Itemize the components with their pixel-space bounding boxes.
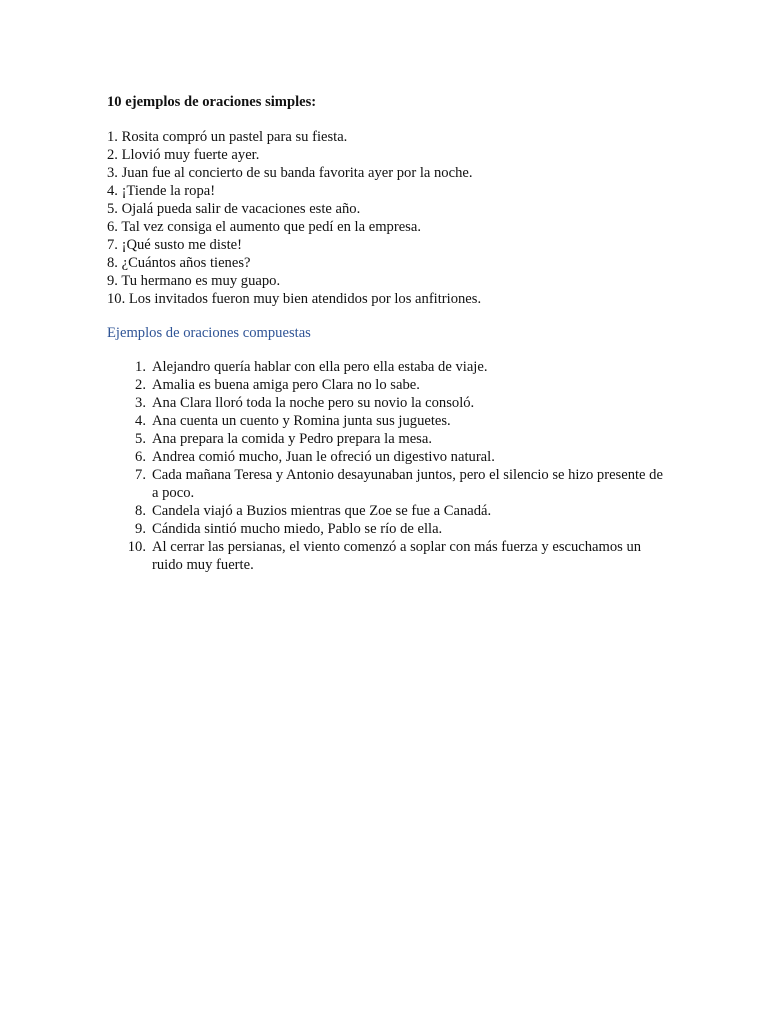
- list-number: 6.: [135, 449, 146, 465]
- simple-example-8: 8. ¿Cuántos años tienes?: [107, 255, 251, 271]
- list-text: Ana prepara la comida y Pedro prepara la mesa.: [152, 431, 432, 447]
- simple-example-9: 9. Tu hermano es muy guapo.: [107, 273, 281, 289]
- list-number: 9.: [135, 521, 146, 537]
- list-number: 8.: [135, 503, 146, 519]
- simple-example-2: 2. Llovió muy fuerte ayer.: [107, 147, 260, 163]
- simple-examples-list: [107, 128, 707, 308]
- list-number: 10.: [127, 539, 146, 555]
- list-number: 1.: [135, 359, 146, 375]
- list-number: 7.: [135, 467, 146, 483]
- compound-example-8: [107, 502, 667, 520]
- list-text: Alejandro quería hablar con ella pero ella estaba de viaje.: [152, 359, 488, 375]
- list-text: Candela viajó a Buzios mientras que Zoe se fue a Canadá.: [152, 503, 492, 519]
- compound-examples-list: [107, 358, 667, 574]
- list-text: Amalia es buena amiga pero Clara no lo sabe.: [152, 377, 420, 393]
- list-text: Cándida sintió mucho miedo, Pablo se río de ella.: [152, 521, 443, 537]
- compound-example-3: [107, 394, 667, 412]
- list-number: 4.: [135, 413, 146, 429]
- simple-example-4: 4. ¡Tiende la ropa!: [107, 183, 216, 199]
- list-text: Andrea comió mucho, Juan le ofreció un digestivo natural.: [152, 449, 495, 465]
- simple-example-10: 10. Los invitados fueron muy bien atendidos por los anfitriones.: [107, 291, 482, 307]
- simple-example-3: 3. Juan fue al concierto de su banda favorita ayer por la noche.: [107, 165, 473, 181]
- simple-example-1: 1. Rosita compró un pastel para su fiesta.: [107, 129, 348, 145]
- subheading: Ejemplos de oraciones compuestas: [107, 325, 311, 341]
- compound-example-4: [107, 412, 667, 430]
- list-number: 2.: [135, 377, 146, 393]
- compound-example-10: [107, 538, 667, 574]
- compound-example-1: [107, 358, 667, 376]
- list-text: Ana cuenta un cuento y Romina junta sus juguetes.: [152, 413, 451, 429]
- simple-example-5: 5. Ojalá pueda salir de vacaciones este año.: [107, 201, 361, 217]
- compound-example-9: [107, 520, 667, 538]
- list-number: 5.: [135, 431, 146, 447]
- list-number: 3.: [135, 395, 146, 411]
- compound-example-7: [107, 466, 667, 502]
- compound-example-5: [107, 430, 667, 448]
- compound-example-6: [107, 448, 667, 466]
- list-text: Ana Clara lloró toda la noche pero su novio la consoló.: [152, 395, 475, 411]
- simple-example-6: 6. Tal vez consiga el aumento que pedí en la empresa.: [107, 219, 421, 235]
- list-text: Cada mañana Teresa y Antonio desayunaban juntos, pero el silencio se hizo presente de a poco.: [152, 467, 663, 501]
- simple-example-7: 7. ¡Qué susto me diste!: [107, 237, 242, 253]
- compound-example-2: [107, 376, 667, 394]
- document-page: [107, 93, 707, 574]
- heading: 10 ejemplos de oraciones simples:: [107, 94, 317, 110]
- list-text: Al cerrar las persianas, el viento comenzó a soplar con más fuerza y escuchamos un ruido muy fuerte.: [152, 539, 642, 573]
